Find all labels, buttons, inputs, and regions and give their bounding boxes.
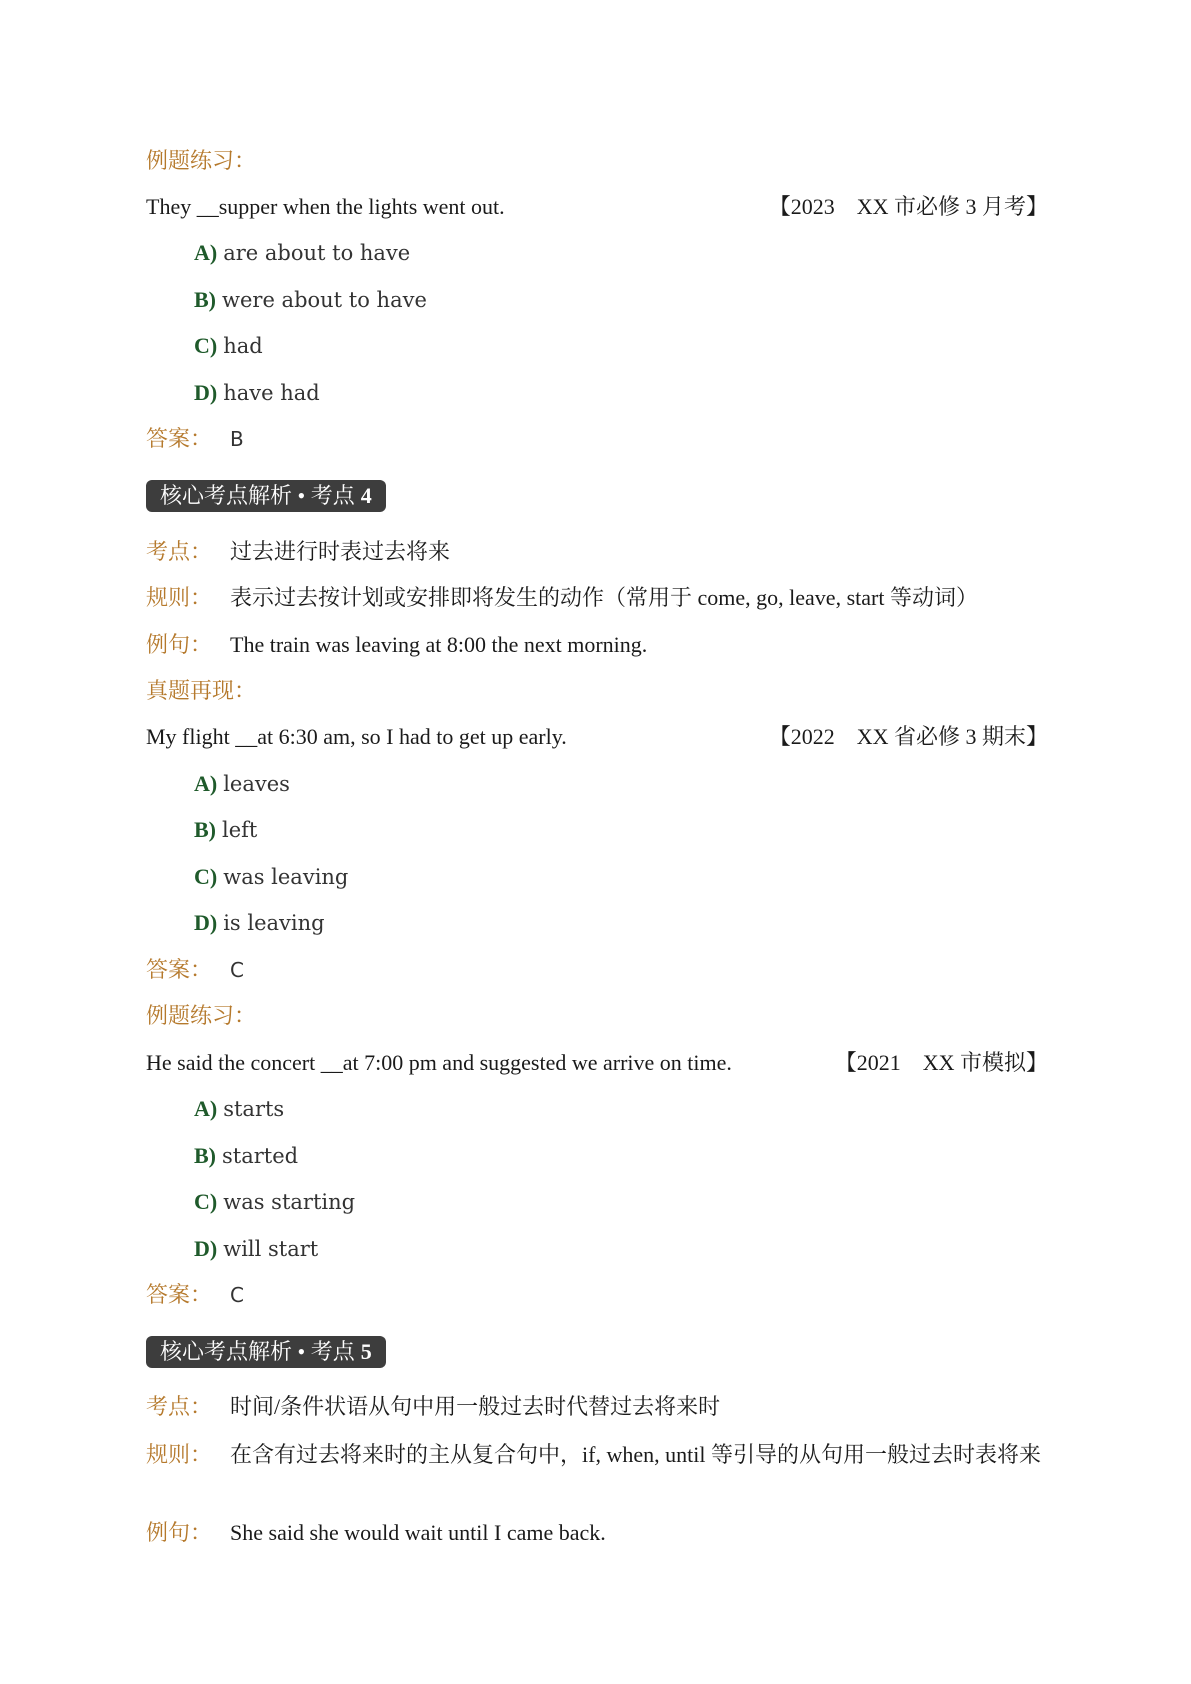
option-d: D) have had [194, 380, 320, 405]
option-b: B) left [194, 817, 258, 842]
question-2 [146, 722, 1048, 752]
question-3-text: He said the concert __at 7:00 pm and suggested we arrive on time. [146, 1050, 732, 1075]
question-1 [146, 192, 1048, 222]
question-3-source: 【2021 XX 市模拟】 [834, 1050, 1048, 1075]
question-2-source: 【2022 XX 省必修 3 期末】 [768, 724, 1048, 749]
section-5-sentence: 例句： She said she would wait until I came back. [146, 1520, 606, 1545]
question-1-source: 【2023 XX 市必修 3 月考】 [768, 194, 1048, 219]
real-exam-heading: 真题再现： [146, 678, 257, 703]
option-d: D) is leaving [194, 910, 325, 935]
question-2-text: My flight __at 6:30 am, so I had to get up early. [146, 724, 567, 749]
option-a: A) leaves [194, 771, 290, 796]
section-4-sentence: 例句： The train was leaving at 8:00 the next morning. [146, 632, 648, 657]
option-c: C) had [194, 333, 263, 358]
question-1-text: They __supper when the lights went out. [146, 194, 505, 219]
section-5-badge: 核心考点解析 • 考点 5 [146, 1336, 386, 1368]
option-c: C) was leaving [194, 864, 349, 889]
section-4-badge: 核心考点解析 • 考点 4 [146, 480, 386, 512]
section-5-point: 考点： 时间/条件状语从句中用一般过去时代替过去将来时 [146, 1394, 721, 1419]
option-c: C) was starting [194, 1189, 356, 1214]
section-4-rule: 规则： 表示过去按计划或安排即将发生的动作（常用于 come, go, leave, start 等动词） [146, 585, 978, 610]
answer-1: 答案： B [146, 426, 244, 451]
section-4-point: 考点： 过去进行时表过去将来 [146, 539, 451, 564]
answer-2: 答案： C [146, 957, 244, 982]
section-5-rule: 规则： 在含有过去将来时的主从复合句中，if, when, until 等引导的从句用一般过去时表将来 [146, 1442, 1041, 1467]
option-b: B) were about to have [194, 287, 427, 312]
question-3 [146, 1048, 1048, 1078]
example-heading: 例题练习： [146, 148, 257, 173]
option-a: A) are about to have [194, 240, 411, 265]
option-d: D) will start [194, 1236, 319, 1261]
option-b: B) started [194, 1143, 299, 1168]
example-heading-2: 例题练习： [146, 1003, 257, 1028]
answer-3: 答案： C [146, 1282, 244, 1307]
option-a: A) starts [194, 1096, 285, 1121]
